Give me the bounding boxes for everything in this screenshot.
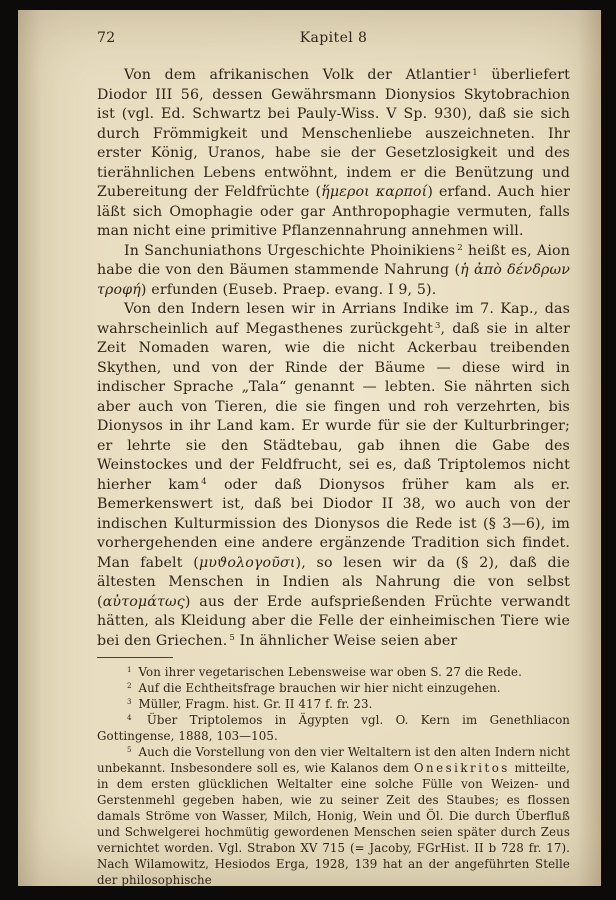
text-segment: überliefert Diodor III 56, dessen Gewährsmann Dionysios Skytobrachion ist (vgl. Ed. Schwartz bei Pauly-Wiss. V Sp. 930), daß sie sich durch Frömmigkeit und Menschenliebe auszeichneten. Ihr erster König, Uranos, habe sie der Gesetzlosigkeit und des tierähnlichen Lebens entwöhnt, indem er die Benützung und Zubereitung der Feldfrüchte ( bbox=[97, 67, 570, 200]
book-page bbox=[18, 10, 601, 886]
text-segment: mitteilte, in dem ersten glücklichen Weltalter eine solche Fülle von Weizen- und Gerstenmehl gegeben haben, wie zu seiner Zeit des Staubes; es flossen damals Ströme von Wasser, Milch, Honig, Wein und Öl. Die durch Überfluß und Schwelgerei hochmütig gewordenen Menschen seien später durch Zeus vernichtet worden. Vgl. Strabon XV 715 (= Jacoby, FGrHist. II b 728 fr. 17). Nach Wilamowitz, Hesiodos Erga, 1928, 139 hat an der angeführten Stelle der philosophische bbox=[97, 761, 571, 887]
footnote bbox=[97, 712, 570, 744]
footnote bbox=[97, 680, 570, 696]
text-segment: ) aus der Erde aufsprießenden Früchte verwandt hätten, als Kleidung aber die Felle der einheimischen Tiere wie bei den Griechen. bbox=[97, 593, 570, 649]
footnote-marker: 1 bbox=[127, 665, 132, 675]
greek-phrase: αὐτομάτως bbox=[102, 593, 185, 610]
page-header bbox=[97, 30, 570, 46]
text-segment: Auf die Echtheitsfrage brauchen wir hier nicht einzugehen. bbox=[134, 681, 501, 695]
footnote-ref: 1 bbox=[472, 67, 478, 78]
footnote-separator bbox=[97, 657, 173, 658]
footnote-text bbox=[97, 745, 570, 887]
text-segment: , daß sie in alter Zeit Nomaden waren, wie die nicht Ackerbau treibenden Skythen, und von der Rinde der Bäume — diese wird in indischer Sprache „Tala“ genannt — lebten. Sie nährten sich aber auch von Tieren, die sie fingen und roh verzehrten, bis Dionysos in ihr Land kam. Er wurde für sie der Kulturbringer; er lehrte sie den Städtebau, gab ihnen die Gabe des Weinstockes und der Feldfrucht, sei es, daß Triptolemos nicht hierher kam bbox=[97, 320, 571, 493]
footnote-text bbox=[135, 681, 501, 695]
chapter-title: Kapitel 8 bbox=[299, 30, 368, 46]
footnote-marker: 2 bbox=[127, 681, 132, 691]
footnote bbox=[97, 696, 570, 712]
paragraph bbox=[97, 242, 570, 301]
letterspaced-name: Onesikritos bbox=[413, 761, 510, 775]
text-segment: ) erfand. Auch hier läßt sich Omophagie oder gar Anthropophagie vermuten, falls man nicht eine primitive Pflanzennahrung annehmen will. bbox=[97, 184, 570, 239]
text-segment: Von dem afrikanischen Volk der Atlantier bbox=[124, 67, 471, 83]
page-content bbox=[97, 30, 570, 888]
text-segment: Von den Indern lesen wir in Arrians Indike im 7. Kap., das wahrscheinlich auf Megasthenes zurückgeht bbox=[97, 301, 570, 337]
paragraph bbox=[97, 66, 570, 242]
text-segment: Über Triptolemos in Ägypten vgl. O. Kern im Genethliacon Gottingense, 1888, 103—105. bbox=[97, 713, 570, 743]
body-text bbox=[97, 66, 570, 651]
text-segment: ), so lesen wir da (§ 2), daß die ältesten Menschen in Indien als Nahrung die von selbst ( bbox=[97, 554, 571, 610]
page-number: 72 bbox=[97, 30, 116, 46]
text-segment: In Sanchuniathons Urgeschichte Phoinikiens bbox=[124, 242, 456, 259]
footnote-ref: 5 bbox=[229, 633, 235, 644]
greek-phrase: μυϑολογοῦσι bbox=[198, 554, 296, 571]
footnote-marker: 3 bbox=[127, 697, 132, 707]
text-segment: ) erfunden (Euseb. Praep. evang. I 9, 5). bbox=[140, 281, 437, 298]
greek-phrase: ἡ ἀπὸ δένδρων τροφή bbox=[97, 262, 570, 298]
text-segment: heißt es, Aion habe die von den Bäumen stammende Nahrung ( bbox=[97, 242, 570, 278]
text-segment: Von ihrer vegetarischen Lebensweise war oben S. 27 die Rede. bbox=[134, 665, 522, 679]
footnote-ref: 2 bbox=[457, 243, 463, 254]
footnote-marker: 5 bbox=[127, 745, 132, 755]
text-segment: Auch die Vorstellung von den vier Weltaltern ist den alten Indern nicht unbekannt. Insbesondere soll es, wie Kalanos dem bbox=[97, 745, 570, 775]
greek-phrase: ἥμεροι καρποί bbox=[321, 184, 428, 200]
footnote-text bbox=[135, 697, 373, 711]
footnote-text bbox=[135, 665, 522, 679]
text-segment: In ähnlicher Weise seien aber bbox=[234, 632, 458, 649]
footnote-text bbox=[97, 713, 570, 743]
footnotes bbox=[97, 664, 570, 888]
footnote-marker: 4 bbox=[127, 713, 132, 723]
footnote bbox=[97, 664, 570, 680]
text-segment: Müller, Fragm. hist. Gr. II 417 f. fr. 23. bbox=[134, 697, 373, 711]
footnote-ref: 3 bbox=[434, 321, 441, 332]
footnote bbox=[97, 744, 570, 888]
footnote-ref: 4 bbox=[201, 477, 207, 488]
paragraph bbox=[97, 300, 570, 651]
text-segment: oder daß Dionysos früher kam als er. Bemerkenswert ist, daß bei Diodor II 38, wo auch von der indischen Kulturmission des Dionysos die Rede ist (§ 3—6), im vorhergehenden eine andere ergänzende Tradition sich findet. Man fabelt ( bbox=[97, 476, 570, 571]
